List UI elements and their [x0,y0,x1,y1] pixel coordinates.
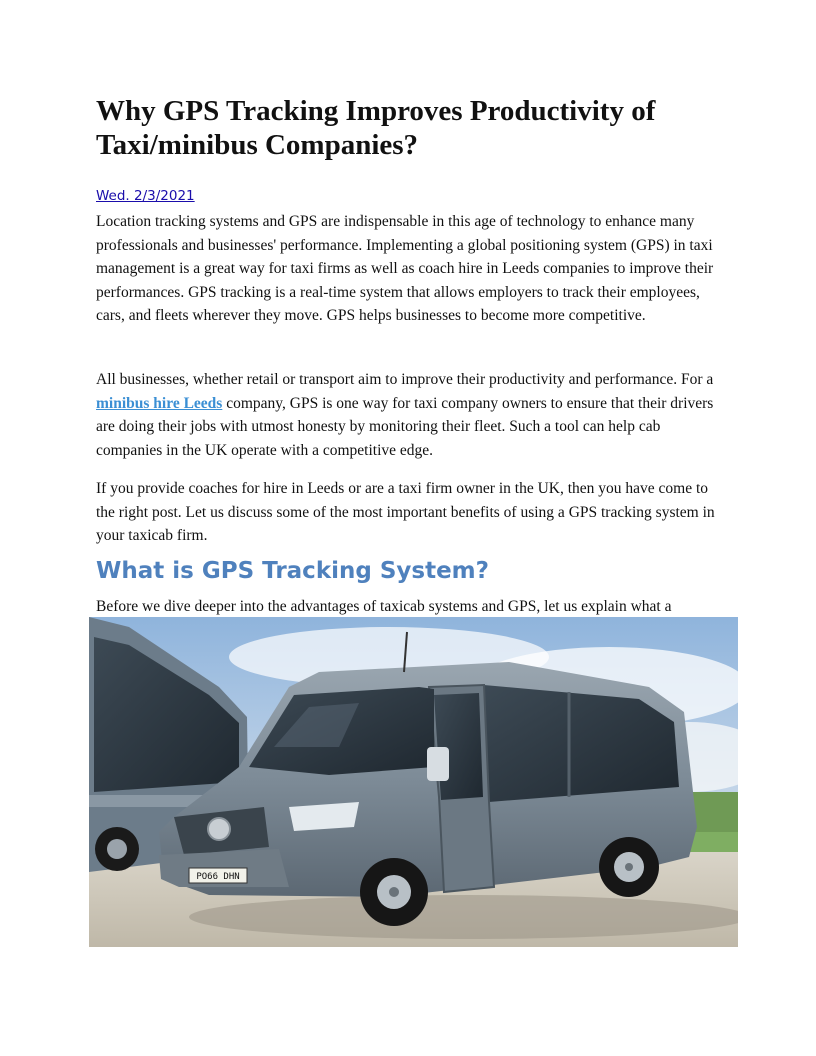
paragraph-businesses-text-after: company, GPS is one way for taxi company owners to ensure that their drivers are doing their jobs with utmost honesty by monitoring their fleet. Such a tool can help cab companies in the UK operate with a competitive edge. [96,394,714,459]
article-date-link[interactable]: Wed. 2/3/2021 [96,188,195,204]
plate-text: PO66 DHN [196,872,240,882]
minibus-photo [89,617,738,947]
paragraph-coaches: If you provide coaches for hire in Leeds or are a taxi firm owner in the UK, then you have come to the right post. Let us discuss some of the most important benefits of using a GPS tracking system in your taxicab firm. [96,480,715,544]
paragraph-businesses [96,368,724,462]
minibus-hire-leeds-link[interactable]: minibus hire Leeds [96,394,223,412]
section-intro-paragraph: Before we dive deeper into the advantages of taxicab systems and GPS, let us explain what a [96,598,672,615]
section-heading: What is GPS Tracking System? [96,558,489,584]
paragraph-intro: Location tracking systems and GPS are indispensable in this age of technology to enhance many professionals and businesses' performance. Implementing a global positioning system (GPS) in taxi management is a great way for taxi firms as well as coach hire in Leeds companies to improve their performances. GPS tracking is a real-time system that allows employers to track their employees, cars, and fleets wherever they move. GPS helps businesses to become more competitive. [96,213,714,324]
article-title: Why GPS Tracking Improves Productivity of Taxi/minibus Companies? [96,95,656,161]
paragraph-businesses-text-before: All businesses, whether retail or transport aim to improve their productivity and performance. For a [96,371,714,388]
